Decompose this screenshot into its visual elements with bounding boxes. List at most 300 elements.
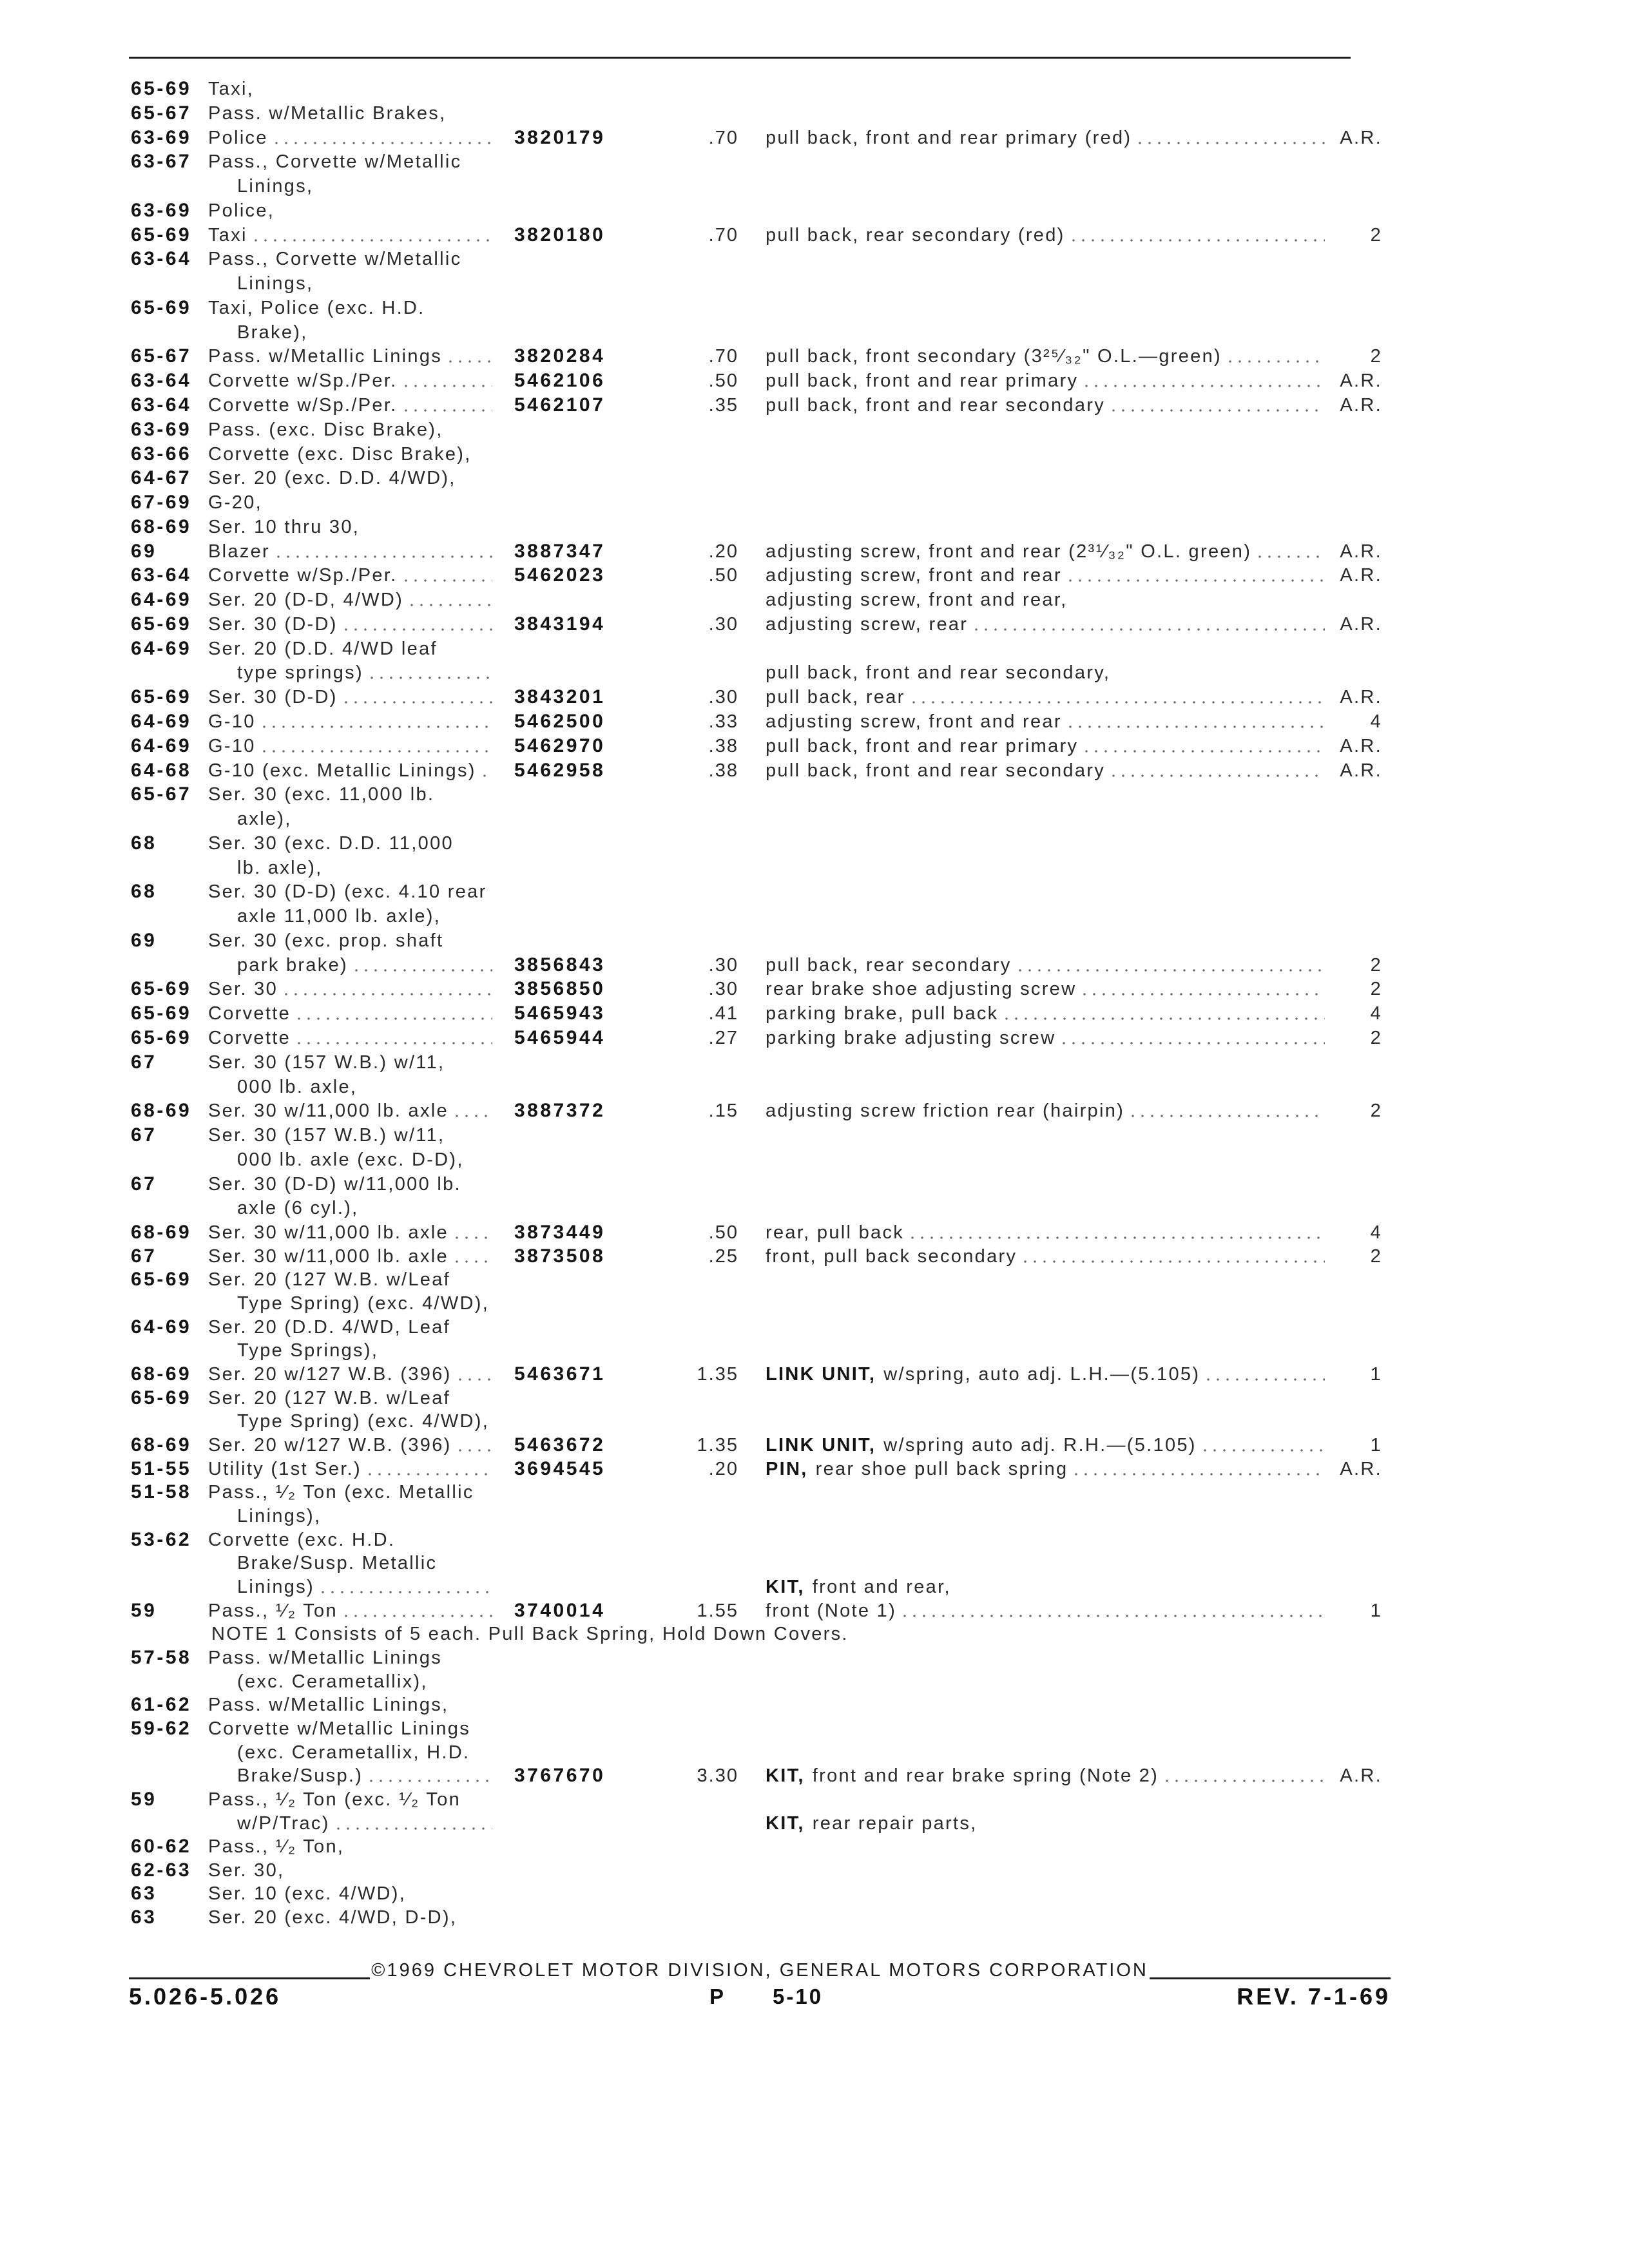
application-description: Ser. 30 (157 W.B.) w/11, [208,1052,445,1073]
part-number: 5463671 [514,1363,606,1385]
application-description: Ser. 30 [208,979,278,1000]
parts-row [0,1669,1629,1694]
application-cell [208,758,496,783]
application-cell [208,101,496,126]
part-description: pull back, front and rear secondary, [766,662,1111,684]
parts-row [0,1050,1629,1075]
model-years: 64-69 [131,735,192,756]
model-years: 57-58 [131,1646,192,1668]
dot-leader [455,1220,492,1245]
application-cell [237,1551,496,1575]
list-price: .30 [708,613,738,635]
model-years: 65-67 [131,102,192,124]
dot-leader [455,1244,492,1269]
note-text: NOTE 1 Consists of 5 each. Pull Back Spring, Hold Down Covers. [211,1624,849,1645]
dot-leader [1072,223,1325,247]
part-number: 3873449 [514,1222,606,1243]
application-cell [208,369,496,393]
application-description: Ser. 30 (D-D) [208,687,338,708]
application-cell [237,1811,496,1836]
model-years: 65-69 [131,78,192,99]
page-footer [0,1983,1629,2011]
application-description: G-10 [208,735,256,756]
parts-row [0,563,1629,588]
application-description: Linings), [237,1505,322,1526]
application-cell [208,734,496,758]
parts-row [0,1244,1629,1269]
list-price: .38 [708,760,738,781]
quantity: 1 [1370,1434,1382,1456]
parts-row [0,101,1629,126]
dot-leader [448,344,492,369]
application-description: Pass., ¹⁄₂ Ton (exc. ¹⁄₂ Ton [208,1789,461,1810]
part-description-cell [766,953,1329,977]
application-cell [208,831,496,856]
application-cell [208,782,496,807]
part-description-cell [766,1244,1329,1269]
list-price: .30 [708,687,738,708]
application-description: Ser. 30 (exc. D.D. 11,000 [208,832,454,854]
application-description: Ser. 30 w/11,000 lb. axle [208,1222,448,1243]
parts-row [0,198,1629,223]
application-description: Brake/Susp. Metallic [237,1553,438,1574]
list-price: .20 [708,541,738,562]
dot-leader [336,1811,492,1836]
parts-row [0,637,1629,661]
parts-row [0,1622,1629,1646]
parts-row [0,1026,1629,1050]
model-years: 69 [131,929,157,951]
application-description: Pass. w/Metallic Brakes, [208,102,447,124]
application-description: Police, [208,200,275,221]
model-years: 67 [131,1245,157,1267]
application-description: Brake/Susp.) [237,1765,363,1787]
application-description: Ser. 30 (D-D) (exc. 4.10 rear [208,881,487,903]
application-description: Ser. 20 (127 W.B. w/Leaf [208,1269,450,1291]
application-cell [208,1716,496,1741]
parts-row [0,685,1629,709]
parts-row [0,588,1629,612]
application-cell [208,612,496,637]
application-description: Corvette (exc. Disc Brake), [208,443,472,465]
application-description: Ser. 30 (exc. prop. shaft [208,930,444,951]
application-cell [208,1834,496,1859]
list-price: .41 [708,1003,738,1024]
parts-row [0,1528,1629,1552]
application-description: Linings, [237,176,314,197]
application-description: Brake), [237,322,308,343]
dot-leader [344,685,492,709]
application-description: Pass., ¹⁄₂ Ton [208,1600,338,1621]
application-description: Ser. 20 (exc. D.D. 4/WD), [208,468,456,489]
application-cell [208,1001,496,1026]
application-cell [208,588,496,612]
application-description: Type Springs), [237,1340,379,1361]
model-years: 64-69 [131,711,192,733]
application-cell [208,928,496,953]
part-number: 5463672 [514,1434,606,1456]
part-description-cell [766,685,1329,709]
model-years: 51-55 [131,1457,192,1479]
application-cell [208,1386,496,1410]
model-years: 64-69 [131,1316,192,1338]
list-price: .30 [708,954,738,975]
part-number: 3887372 [514,1100,606,1122]
application-cell [237,1740,496,1765]
quantity: A.R. [1340,395,1382,416]
application-cell [208,539,496,564]
dot-leader [455,1099,492,1123]
list-price: 1.35 [697,1363,738,1385]
part-description: front and rear, [812,1576,951,1597]
revision-date: REV. 7-1-69 [1237,1983,1391,2010]
model-years: 65-69 [131,978,192,1000]
parts-row [0,1362,1629,1387]
quantity: 2 [1370,1245,1382,1267]
application-cell [237,1409,496,1434]
application-cell [237,1075,496,1099]
model-years: 59 [131,1788,157,1810]
application-cell [208,977,496,1001]
application-cell [208,247,496,271]
application-description: Pass., ¹⁄₂ Ton (exc. Metallic [208,1482,474,1503]
parts-row [0,1551,1629,1575]
part-description-cell [766,1220,1329,1245]
parts-row [0,223,1629,247]
parts-row [0,928,1629,953]
application-description: Corvette [208,1028,291,1049]
part-number: 3873508 [514,1245,606,1267]
application-cell [237,174,496,198]
quantity: 2 [1370,1028,1382,1049]
parts-row [0,1787,1629,1812]
parts-row [0,77,1629,101]
application-cell [208,1905,496,1930]
part-number: 5462958 [514,759,606,781]
parts-row [0,1099,1629,1123]
application-description: Corvette [208,1003,291,1024]
application-cell [208,1646,496,1670]
model-years: 62-63 [131,1859,192,1881]
quantity: A.R. [1340,565,1382,586]
parts-row [0,734,1629,758]
application-cell [237,1504,496,1528]
application-cell [208,515,496,539]
application-description: 000 lb. axle (exc. D-D), [237,1149,464,1170]
list-price: 1.55 [697,1600,738,1621]
application-cell [208,1050,496,1075]
application-cell [208,1693,496,1717]
model-years: 65-69 [131,296,192,318]
parts-row [0,1075,1629,1099]
application-description: Ser. 30 (D-D) [208,613,338,635]
part-description: rear repair parts, [812,1812,978,1834]
dot-leader [321,1575,492,1599]
dot-leader [1068,709,1325,734]
part-description-cell [766,1001,1329,1026]
parts-row [0,807,1629,831]
quantity: 2 [1370,1100,1382,1122]
parts-row [0,442,1629,466]
quantity: A.R. [1340,1458,1382,1479]
dot-leader [1228,344,1325,369]
part-description: adjusting screw, rear [766,613,969,635]
parts-row [0,320,1629,345]
part-description: rear shoe pull back spring [815,1458,1068,1479]
model-years: 69 [131,540,157,562]
part-description: adjusting screw, front and rear (2³¹⁄₃₂" O.L. green) [766,541,1252,562]
application-cell [208,1480,496,1504]
parts-row [0,247,1629,271]
application-description: lb. axle), [237,857,323,878]
model-years: 64-68 [131,759,192,781]
parts-row [0,126,1629,150]
dot-leader [262,709,492,734]
parts-row [0,1504,1629,1528]
model-years: 51-58 [131,1481,192,1503]
application-description: Corvette (exc. H.D. [208,1529,396,1550]
parts-row [0,1834,1629,1859]
application-cell [208,1099,496,1123]
model-years: 65-67 [131,783,192,805]
application-description: Utility (1st Ser.) [208,1458,361,1479]
model-years: 63-69 [131,199,192,221]
dot-leader [903,1599,1325,1623]
model-years: 68-69 [131,1434,192,1456]
application-description: Pass. (exc. Disc Brake), [208,419,443,440]
dot-leader [912,685,1325,709]
parts-row [0,1315,1629,1340]
dot-leader [404,563,492,588]
dot-leader [1112,393,1325,418]
application-cell [208,1433,496,1457]
application-description: Ser. 20 (D-D, 4/WD) [208,590,404,611]
application-cell [237,1669,496,1694]
dot-leader [1074,1457,1325,1481]
parts-row [0,174,1629,198]
model-years: 67 [131,1124,157,1146]
part-description-cell [766,612,1329,637]
page-number: 5-10 [773,1984,824,2008]
application-description: axle), [237,809,292,830]
quantity: 2 [1370,346,1382,367]
application-description: (exc. Cerametallix), [237,1671,428,1692]
part-name: KIT, [766,1812,805,1834]
application-cell [237,1763,496,1788]
part-number: 5465944 [514,1027,606,1049]
dot-leader [354,953,492,977]
model-years: 65-69 [131,686,192,708]
dot-leader [297,1001,492,1026]
application-description: Taxi, Police (exc. H.D. [208,297,425,318]
parts-row [0,393,1629,418]
application-description: Ser. 20 w/127 W.B. (396) [208,1434,452,1456]
parts-row [0,271,1629,296]
parts-row [0,1905,1629,1930]
application-description: G-20, [208,492,263,514]
application-description: Ser. 20 (D.D. 4/WD, Leaf [208,1316,450,1338]
model-years: 65-69 [131,613,192,635]
application-cell [208,1787,496,1812]
dot-leader [284,977,492,1001]
application-cell [237,807,496,831]
dot-leader [404,369,492,393]
parts-row [0,1457,1629,1481]
parts-row [0,758,1629,783]
model-years: 65-69 [131,1387,192,1408]
dot-leader [370,660,492,685]
part-number: 5462970 [514,735,606,756]
parts-row [0,1123,1629,1148]
list-price: .15 [708,1100,738,1122]
quantity: 1 [1370,1600,1382,1621]
parts-row [0,418,1629,442]
application-description: (exc. Cerametallix, H.D. [237,1742,470,1763]
model-years: 64-69 [131,589,192,611]
dot-leader [1083,977,1325,1001]
application-cell [208,1881,496,1906]
application-description: Taxi, [208,79,255,99]
part-number: 5462107 [514,394,606,416]
model-years: 63-64 [131,370,192,392]
application-cell [237,1575,496,1599]
application-description: Pass., Corvette w/Metallic [208,151,462,173]
model-years: 63-69 [131,418,192,440]
model-years: 68-69 [131,1222,192,1243]
part-description-cell [766,563,1329,588]
application-description: Corvette w/Sp./Per. [208,565,398,586]
model-years: 68-69 [131,515,192,537]
part-description: adjusting screw, front and rear [766,711,1062,733]
parts-row [0,515,1629,539]
model-years: 67 [131,1051,157,1073]
parts-row [0,1693,1629,1717]
parts-row [0,1148,1629,1172]
footer-rule-left [129,1977,370,1979]
application-description: Police [208,127,268,148]
parts-row [0,1599,1629,1623]
list-price: .70 [708,346,738,367]
part-name: LINK UNIT, [766,1434,876,1456]
list-price: .35 [708,395,738,416]
part-description: adjusting screw, front and rear, [766,590,1068,611]
dot-leader [974,612,1325,637]
parts-row [0,879,1629,904]
list-price: .30 [708,979,738,1000]
model-years: 60-62 [131,1836,192,1858]
model-years: 63-69 [131,126,192,148]
dot-leader [1165,1763,1325,1788]
application-cell [208,563,496,588]
model-years: 63-66 [131,443,192,465]
part-number: 5462023 [514,564,606,586]
part-number: 5465943 [514,1003,606,1024]
part-description: pull back, front and rear primary [766,370,1079,392]
application-cell [208,466,496,490]
application-cell [237,856,496,880]
application-description: 000 lb. axle, [237,1076,358,1097]
dot-leader [1023,1244,1325,1269]
model-years: 63-64 [131,564,192,586]
quantity: A.R. [1340,613,1382,635]
model-years: 67-69 [131,492,192,514]
application-cell [208,685,496,709]
application-description: Type Spring) (exc. 4/WD), [237,1411,490,1432]
part-description: pull back, front and rear secondary [766,395,1106,416]
list-price: .38 [708,735,738,756]
application-description: Ser. 30 (D-D) w/11,000 lb. [208,1173,461,1195]
model-years: 65-69 [131,1269,192,1291]
dot-leader [1138,126,1325,150]
part-description-cell [766,539,1329,564]
parts-row [0,904,1629,928]
model-years: 53-62 [131,1528,192,1550]
application-cell [208,1244,496,1269]
part-description: rear brake shoe adjusting screw [766,979,1077,1000]
parts-row [0,856,1629,880]
parts-row [0,1740,1629,1765]
parts-row [0,1267,1629,1292]
part-number: 3887347 [514,540,606,562]
part-number: 3856850 [514,978,606,1000]
list-price: .50 [708,1222,738,1243]
dot-leader [1084,369,1325,393]
dot-leader [1203,1433,1325,1457]
dot-leader [1112,758,1325,783]
parts-row [0,1220,1629,1245]
part-description-cell [766,977,1329,1001]
parts-row [0,1338,1629,1363]
application-description: Pass., ¹⁄₂ Ton, [208,1836,345,1858]
part-description-cell [766,1026,1329,1050]
copyright-text: ©1969 CHEVROLET MOTOR DIVISION, GENERAL MOTORS CORPORATION [371,1959,1148,1981]
application-cell [208,126,496,150]
application-cell [237,1338,496,1363]
application-description: Pass., Corvette w/Metallic [208,249,462,270]
part-description-cell [766,344,1329,369]
application-cell [208,1172,496,1196]
application-description: Ser. 10 thru 30, [208,516,360,537]
application-description: Type Spring) (exc. 4/WD), [237,1293,490,1314]
parts-row [0,1716,1629,1741]
model-years: 65-67 [131,345,192,367]
part-description: adjusting screw friction rear (hairpin) [766,1100,1125,1122]
application-cell [208,1457,496,1481]
part-description-cell [766,1763,1329,1788]
quantity: 2 [1370,224,1382,245]
quantity: A.R. [1340,735,1382,756]
parts-row [0,1575,1629,1599]
dot-leader [344,612,492,637]
application-cell [237,660,496,685]
application-cell [208,1599,496,1623]
part-description: pull back, rear [766,687,905,708]
dot-leader [344,1599,492,1623]
parts-row [0,977,1629,1001]
parts-row [0,369,1629,393]
application-cell [237,271,496,296]
application-description: Ser. 10 (exc. 4/WD), [208,1883,407,1905]
dot-leader [1062,1026,1325,1050]
quantity: 4 [1370,711,1382,733]
parts-row [0,149,1629,174]
list-price: 1.35 [697,1434,738,1456]
parts-row [0,344,1629,369]
part-description: front, pull back secondary [766,1245,1017,1267]
parts-row [0,1881,1629,1906]
part-description: w/spring, auto adj. L.H.—(5.105) [883,1363,1200,1385]
application-description: Ser. 30 w/11,000 lb. axle [208,1100,448,1122]
